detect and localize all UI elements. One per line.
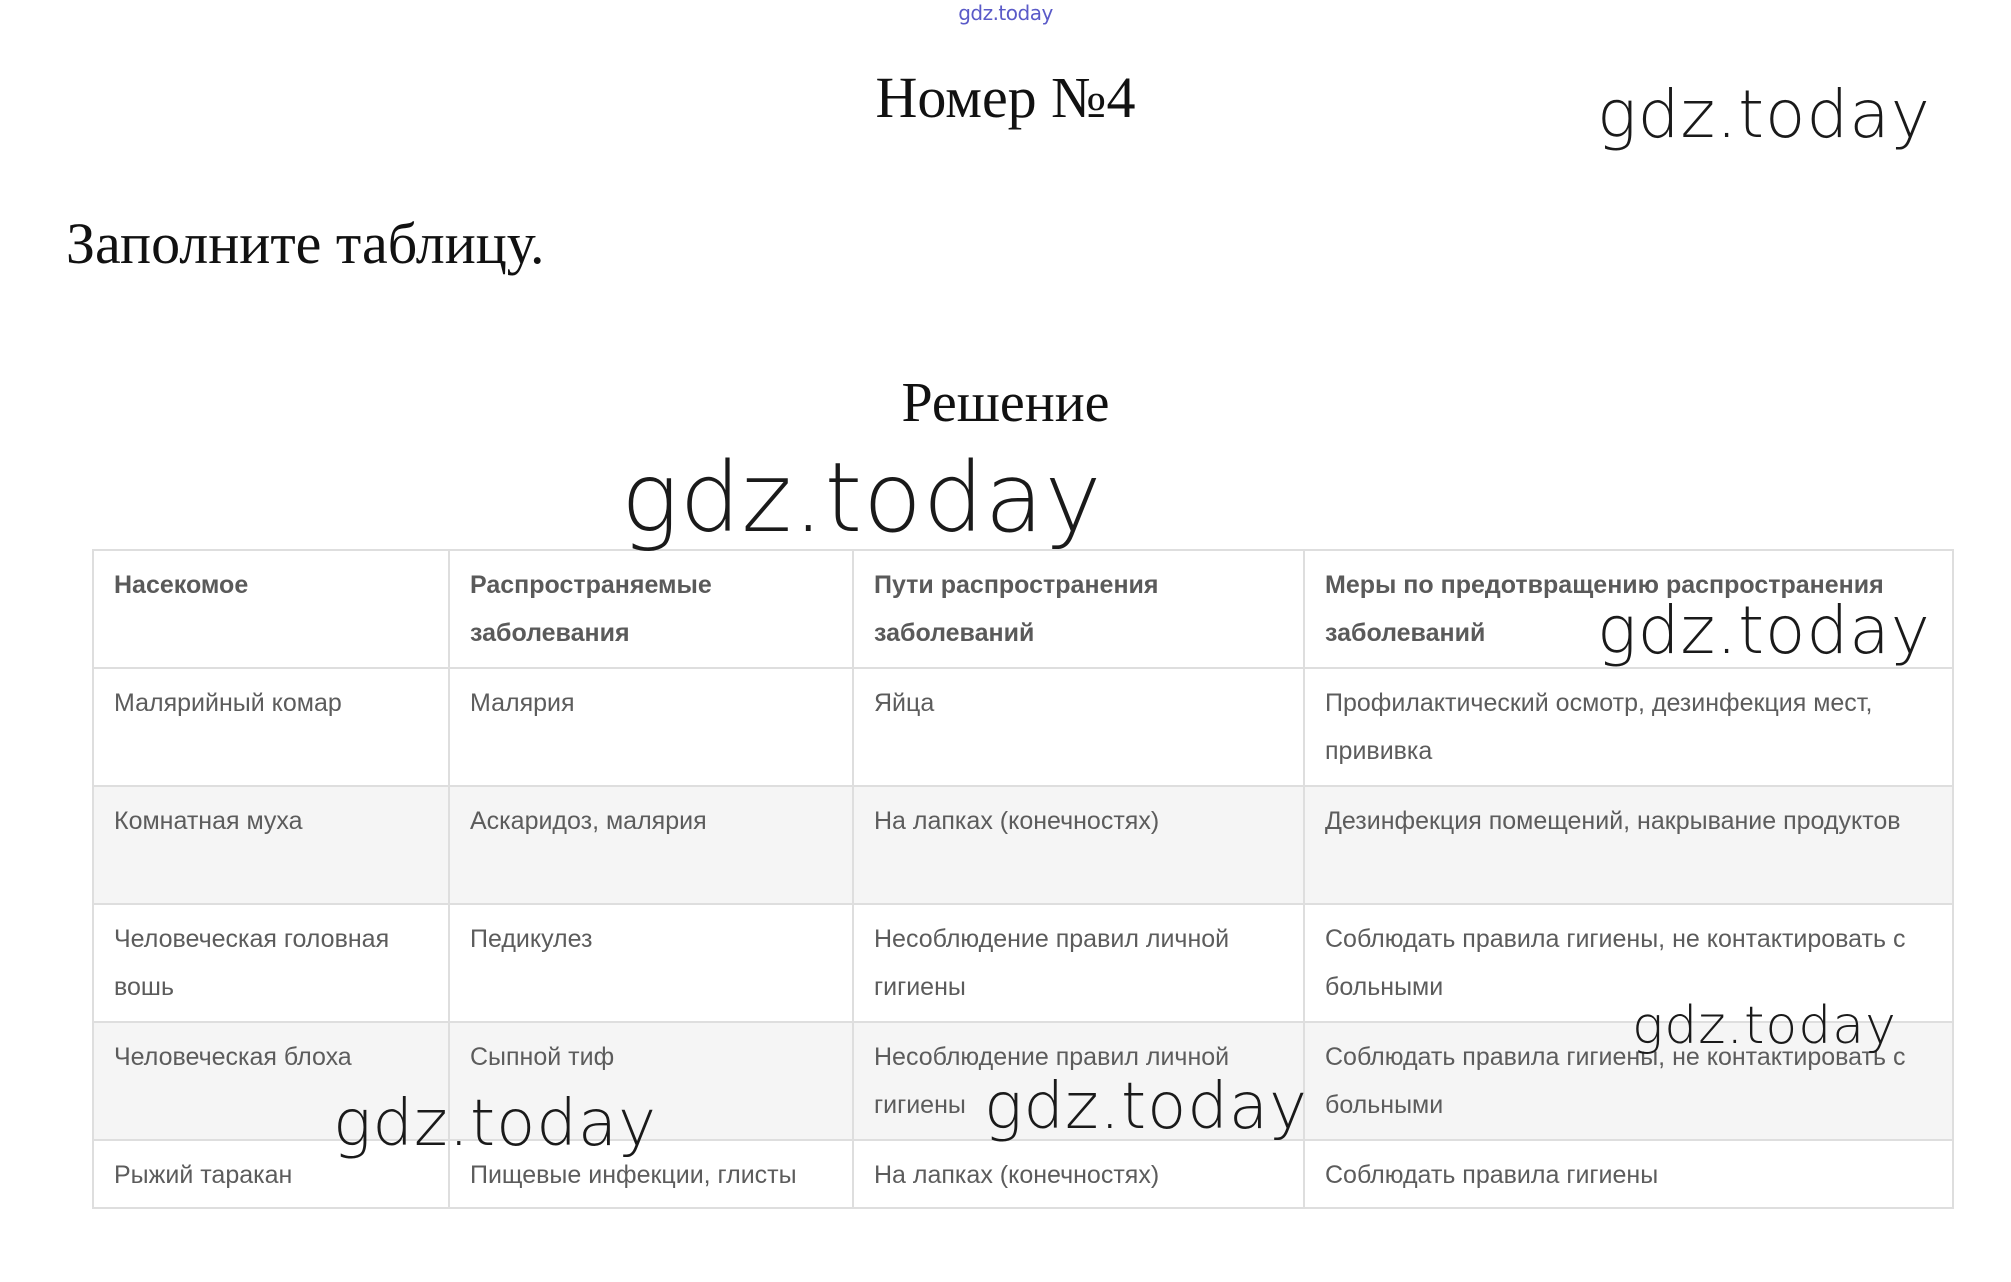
header-transmission-routes: Пути распространения заболеваний xyxy=(853,550,1304,668)
cell-diseases: Сыпной тиф xyxy=(449,1022,853,1140)
cell-prevention: Соблюдать правила гигиены xyxy=(1304,1140,1953,1208)
watermark: gdz.today xyxy=(333,1087,657,1161)
task-instruction: Заполните таблицу. xyxy=(66,211,545,276)
table-row xyxy=(93,786,1953,904)
cell-transmission: Яйца xyxy=(853,668,1304,786)
cell-diseases: Малярия xyxy=(449,668,853,786)
cell-diseases: Пищевые инфекции, глисты xyxy=(449,1140,853,1208)
cell-insect: Малярийный комар xyxy=(93,668,449,786)
cell-transmission: Несоблюдение правил личной гигиены xyxy=(853,904,1304,1022)
watermark: gdz.today xyxy=(1597,76,1931,153)
cell-prevention: Профилактический осмотр, дезинфекция мест, прививка xyxy=(1304,668,1953,786)
watermark: gdz.today xyxy=(1597,592,1931,669)
header-insect: Насекомое xyxy=(93,550,449,668)
cell-insect: Рыжий таракан xyxy=(93,1140,449,1208)
site-brand[interactable]: gdz.today xyxy=(958,1,1053,25)
cell-prevention: Дезинфекция помещений, накрывание продуктов xyxy=(1304,786,1953,904)
cell-prevention: Соблюдать правила гигиены, не контактировать с больными xyxy=(1304,1022,1953,1140)
cell-prevention: Соблюдать правила гигиены, не контактировать с больными xyxy=(1304,904,1953,1022)
cell-insect: Комнатная муха xyxy=(93,786,449,904)
cell-transmission: На лапках (конечностях) xyxy=(853,1140,1304,1208)
cell-insect: Человеческая блоха xyxy=(93,1022,449,1140)
header-diseases: Распространяемые заболевания xyxy=(449,550,853,668)
cell-transmission: На лапках (конечностях) xyxy=(853,786,1304,904)
header-prevention-measures: Меры по предотвращению распространения заболеваний xyxy=(1304,550,1953,668)
watermark: gdz.today xyxy=(984,1070,1308,1144)
cell-transmission: Несоблюдение правил личной гигиены xyxy=(853,1022,1304,1140)
cell-diseases: Аскаридоз, малярия xyxy=(449,786,853,904)
task-number-heading: Номер №4 xyxy=(875,65,1136,130)
watermark: gdz.today xyxy=(621,442,1103,554)
table-row xyxy=(93,668,1953,786)
solution-heading: Решение xyxy=(901,372,1110,434)
cell-diseases: Педикулез xyxy=(449,904,853,1022)
cell-insect: Человеческая головная вошь xyxy=(93,904,449,1022)
watermark: gdz.today xyxy=(1632,996,1897,1056)
